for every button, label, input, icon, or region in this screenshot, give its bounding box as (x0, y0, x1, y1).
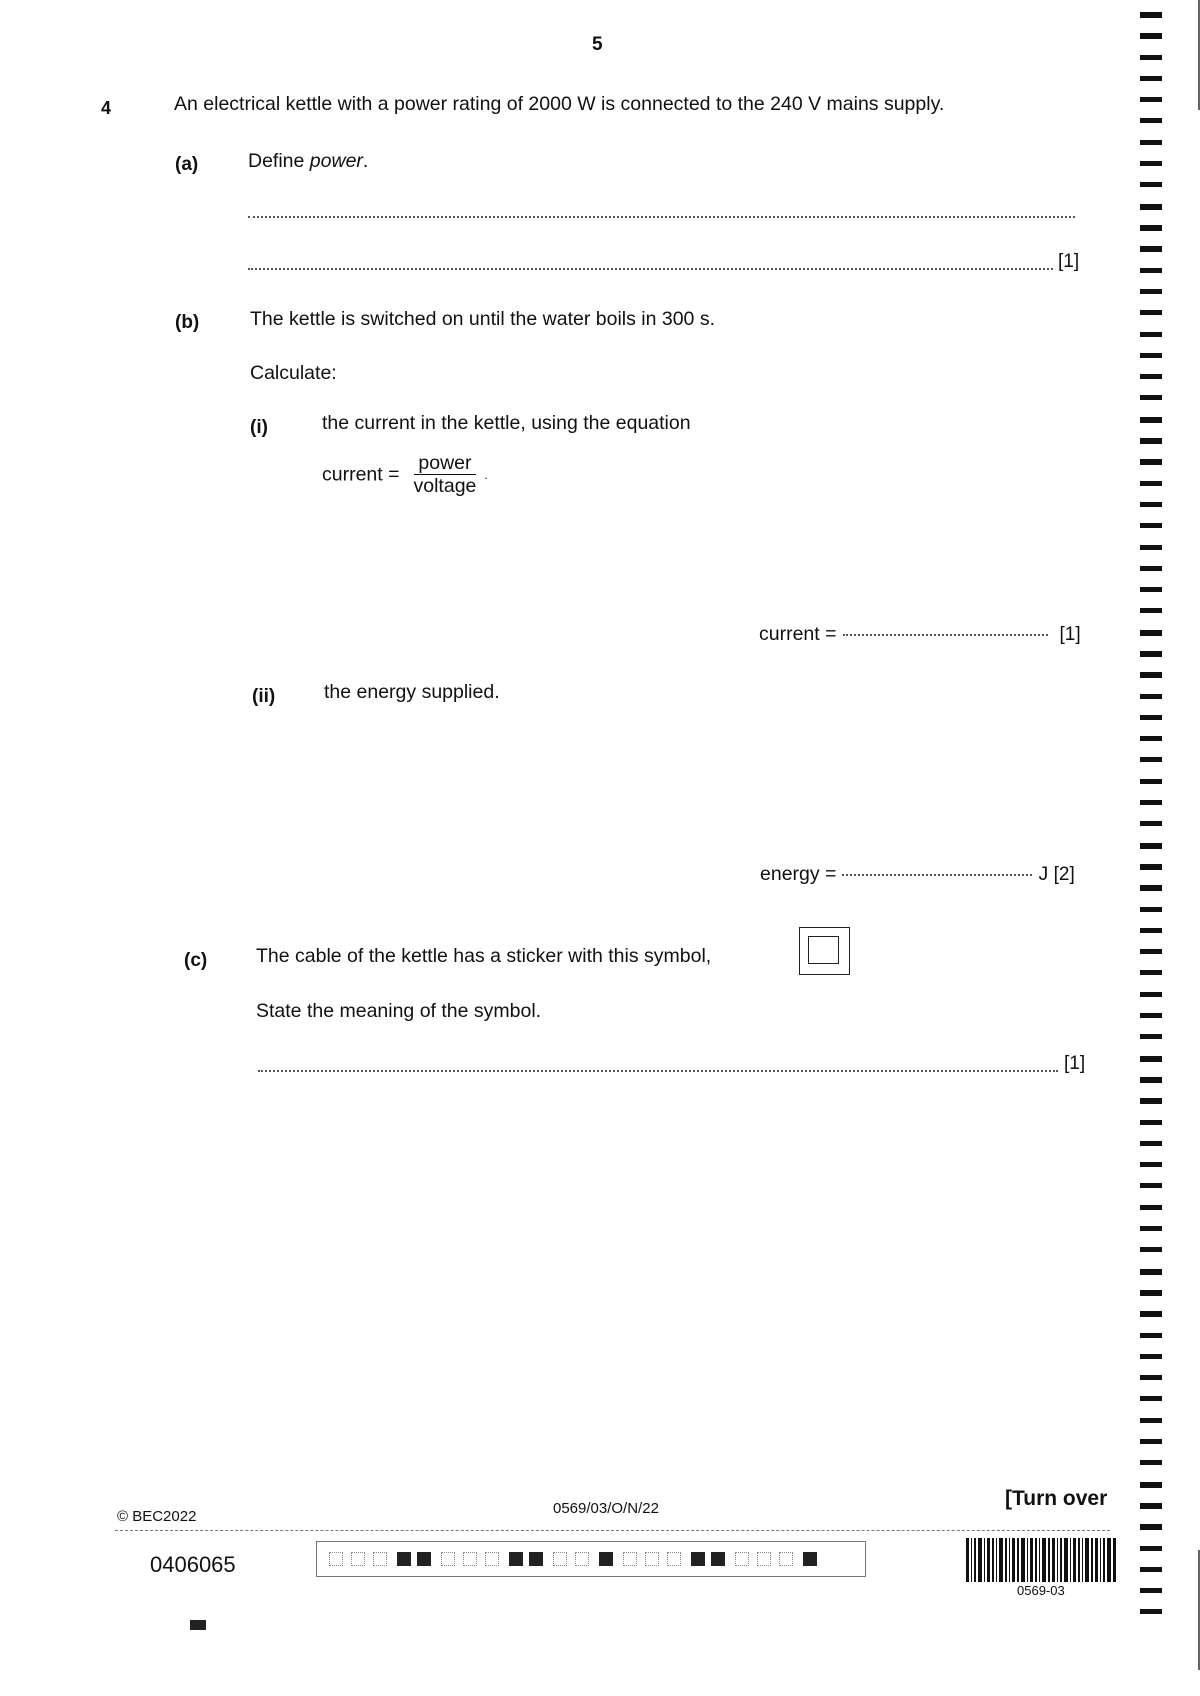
timing-mark (1140, 1588, 1162, 1593)
timing-mark (1140, 1396, 1162, 1401)
part-a-mark: [1] (1058, 251, 1080, 272)
current-answer (759, 623, 1081, 646)
timing-mark (1140, 1290, 1162, 1296)
timing-mark (1140, 651, 1162, 657)
timing-mark (1140, 1333, 1162, 1338)
timing-mark (1140, 1269, 1162, 1275)
timing-mark (1140, 1503, 1162, 1509)
timing-mark (1140, 1439, 1162, 1444)
timing-mark (1140, 1609, 1162, 1614)
part-b-i-label: (i) (250, 417, 268, 438)
timing-mark (1140, 1120, 1162, 1125)
timing-mark (1140, 1098, 1162, 1104)
timing-mark (1140, 672, 1162, 678)
timing-mark (1140, 353, 1162, 358)
timing-mark (1140, 630, 1162, 636)
timing-mark (1140, 204, 1162, 210)
current-answer-blank[interactable] (843, 634, 1048, 636)
barcode-icon (966, 1538, 1116, 1582)
part-b-label: (b) (175, 312, 200, 333)
copyright: © BEC2022 (117, 1508, 197, 1525)
timing-mark (1140, 1482, 1162, 1488)
timing-mark (1140, 1375, 1162, 1380)
energy-answer-blank[interactable] (842, 874, 1032, 876)
part-a-label: (a) (175, 154, 199, 175)
part-a-text-suffix: . (362, 150, 369, 172)
part-c-label: (c) (184, 950, 208, 971)
timing-mark (1140, 76, 1162, 81)
timing-mark (1140, 1460, 1162, 1465)
part-b-text: The kettle is switched on until the water boils in 300 s. (250, 308, 715, 330)
timing-mark (1140, 459, 1162, 465)
part-c-answer-line[interactable] (258, 1070, 1058, 1072)
timing-mark (1140, 1183, 1162, 1188)
energy-answer (760, 863, 1075, 886)
part-b-instruction: Calculate: (250, 362, 337, 384)
timing-mark (1140, 523, 1162, 528)
timing-mark (1140, 118, 1162, 123)
timing-mark (1140, 1077, 1162, 1083)
timing-mark (1140, 1013, 1162, 1018)
paper-code: 0569/03/O/N/22 (553, 1500, 659, 1517)
equation-end: . (484, 468, 488, 482)
timing-mark (1140, 1567, 1162, 1572)
current-equation (322, 453, 488, 497)
barcode-label: 0569-03 (1017, 1583, 1065, 1598)
equation-fraction (414, 453, 477, 497)
timing-mark (1140, 1418, 1162, 1423)
page-number: 5 (592, 34, 603, 55)
part-c-mark: [1] (1064, 1053, 1086, 1074)
timing-mark (1140, 161, 1162, 166)
timing-mark (1140, 1226, 1162, 1231)
timing-mark (1140, 182, 1162, 187)
timing-mark (1140, 715, 1162, 720)
footer-rule (115, 1530, 1110, 1531)
candidate-code: 0406065 (150, 1552, 236, 1577)
part-b-i-mark: [1] (1059, 624, 1081, 645)
timing-mark (1140, 395, 1162, 400)
timing-mark (1140, 140, 1162, 145)
timing-mark (1140, 246, 1162, 252)
timing-mark (1140, 97, 1162, 102)
timing-mark (1140, 374, 1162, 379)
energy-answer-label: energy = (760, 863, 837, 885)
timing-mark (1140, 268, 1162, 273)
timing-mark (1140, 1311, 1162, 1317)
timing-mark (1140, 1247, 1162, 1252)
part-a-term: power (309, 150, 363, 172)
timing-mark (1140, 608, 1162, 613)
timing-mark (1140, 757, 1162, 762)
part-a-text-prefix: Define (248, 150, 310, 172)
timing-mark (1140, 1354, 1162, 1359)
turn-over: [Turn over (1005, 1487, 1108, 1510)
timing-mark (1140, 992, 1162, 997)
equation-numerator: power (414, 453, 477, 475)
question-stem: An electrical kettle with a power rating of 2000 W is connected to the 240 V mains supply. (174, 93, 945, 115)
timing-mark (1140, 970, 1162, 975)
timing-mark (1140, 1141, 1162, 1146)
timing-mark (1140, 225, 1162, 231)
timing-mark (1140, 1034, 1162, 1039)
part-a-answer-line-2[interactable] (248, 268, 1053, 270)
timing-mark (1140, 332, 1162, 337)
timing-mark (1140, 12, 1162, 18)
timing-mark (1140, 545, 1162, 550)
energy-unit: J (1038, 863, 1049, 885)
timing-mark (1140, 55, 1162, 60)
timing-mark (1140, 1162, 1162, 1167)
timing-mark (1140, 949, 1162, 954)
timing-mark (1140, 33, 1162, 39)
timing-mark (1140, 864, 1162, 870)
timing-mark (1140, 843, 1162, 849)
part-b-ii-text: the energy supplied. (324, 681, 500, 703)
timing-mark (1140, 481, 1162, 486)
timing-mark (1140, 1056, 1162, 1062)
part-b-i-text: the current in the kettle, using the equation (322, 412, 691, 434)
timing-mark (1140, 1205, 1162, 1210)
timing-mark (1140, 587, 1162, 592)
timing-mark (1140, 1524, 1162, 1530)
timing-mark (1140, 907, 1162, 912)
timing-mark (1140, 289, 1162, 294)
question-number: 4 (101, 98, 112, 118)
timing-mark (1140, 885, 1162, 891)
part-b-ii-mark: [2] (1053, 864, 1075, 885)
corner-mark (190, 1620, 206, 1630)
timing-mark (1140, 417, 1162, 423)
part-a-question (248, 150, 368, 173)
registration-marks (1140, 0, 1164, 1696)
timing-mark (1140, 438, 1162, 444)
timing-mark (1140, 779, 1162, 784)
equation-denominator: voltage (413, 475, 477, 497)
part-a-answer-line-1[interactable] (248, 216, 1075, 218)
timing-mark (1140, 736, 1162, 741)
mark-boxes (316, 1541, 866, 1577)
part-c-instruction: State the meaning of the symbol. (256, 1000, 542, 1022)
timing-mark (1140, 566, 1162, 571)
timing-mark (1140, 800, 1162, 805)
timing-mark (1140, 821, 1162, 826)
current-answer-label: current = (759, 623, 837, 645)
timing-mark (1140, 310, 1162, 315)
timing-mark (1140, 928, 1162, 933)
double-insulation-symbol-icon (799, 927, 850, 975)
timing-mark (1140, 694, 1162, 699)
part-c-text: The cable of the kettle has a sticker with this symbol, (256, 945, 712, 967)
timing-mark (1140, 1546, 1162, 1551)
part-b-ii-label: (ii) (252, 686, 276, 707)
symbol-inner-square (808, 936, 839, 964)
timing-mark (1140, 502, 1162, 507)
equation-lhs: current = (322, 463, 400, 486)
